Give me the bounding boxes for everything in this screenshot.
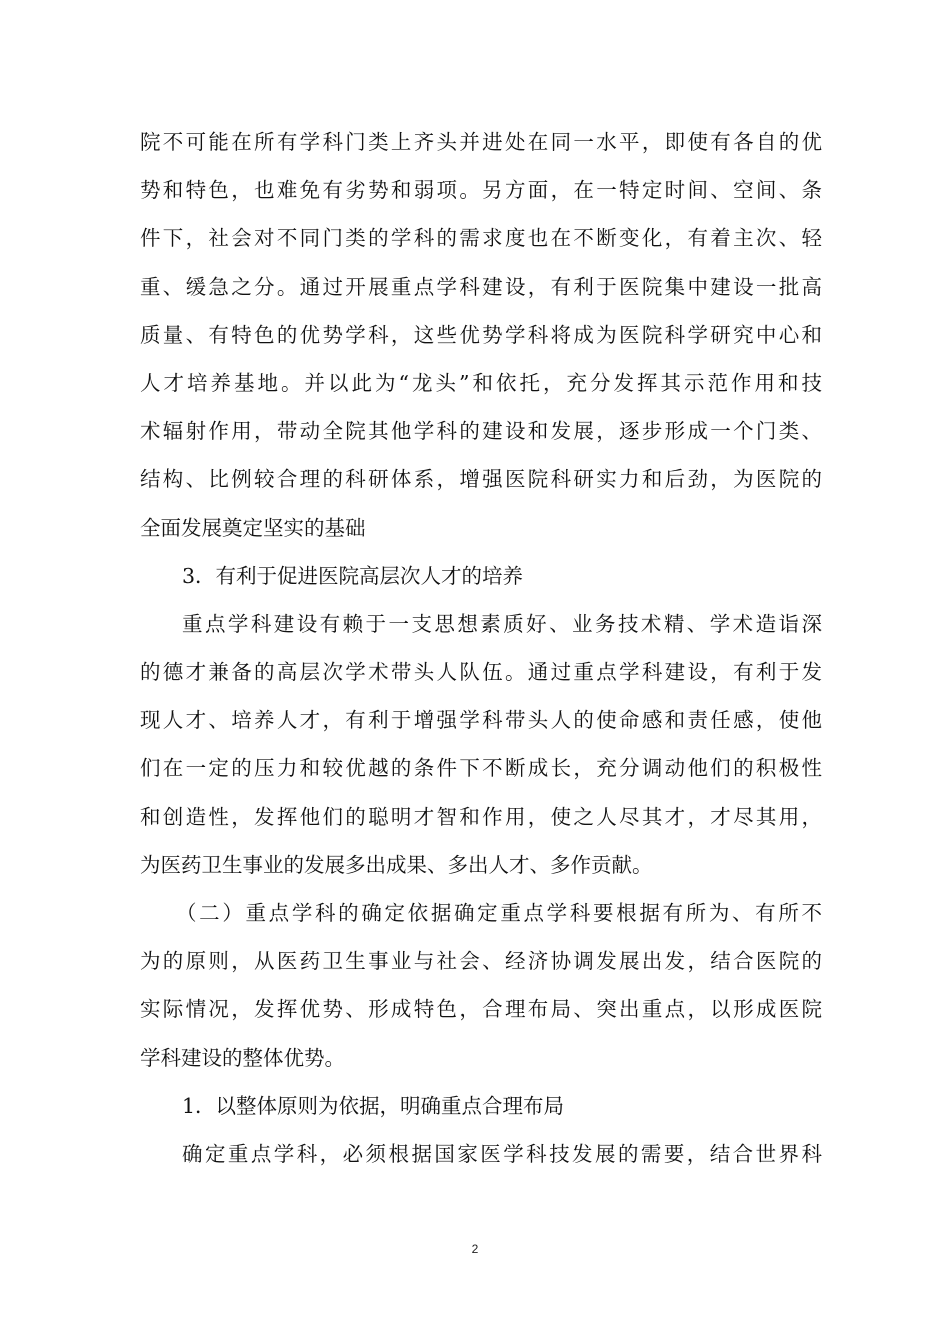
text-line: 们在一定的压力和较优越的条件下不断成长，充分调动他们的积极性 (140, 756, 822, 781)
document-body (140, 118, 822, 1178)
text-line: 的德才兼备的高层次学术带头人队伍。通过重点学科建设，有利于发 (140, 660, 822, 685)
text-line: 质量、有特色的优势学科，这些优势学科将成为医院科学研究中心和 (140, 322, 822, 347)
text-line: 术辐射作用，带动全院其他学科的建设和发展，逐步形成一个门类、 (140, 419, 822, 444)
page-number: 2 (471, 1242, 479, 1256)
section-heading: （二）重点学科的确定依据确定重点学科要根据有所为、有所不 (176, 901, 822, 925)
section-heading: 3．有利于促进医院高层次人才的培养 (182, 563, 524, 588)
text-line: 结构、比例较合理的科研体系，增强医院科研实力和后劲，为医院的 (140, 467, 822, 492)
text-line: 现人才、培养人才，有利于增强学科带头人的使命感和责任感，使他 (140, 708, 822, 733)
text-line: 件下，社会对不同门类的学科的需求度也在不断变化，有着主次、轻 (140, 226, 822, 251)
text-line: 人才培养基地。并以此为“龙头”和依托，充分发挥其示范作用和技 (140, 370, 822, 395)
text-line: 实际情况，发挥优势、形成特色，合理布局、突出重点，以形成医院 (140, 997, 822, 1022)
text-line: 为的原则，从医药卫生事业与社会、经济协调发展出发，结合医院的 (140, 949, 822, 974)
text-line: 学科建设的整体优势。 (140, 1045, 345, 1070)
section-heading: 1．以整体原则为依据，明确重点合理布局 (182, 1093, 565, 1118)
text-line: 势和特色，也难免有劣势和弱项。另方面，在一特定时间、空间、条 (140, 178, 822, 203)
text-line: 重点学科建设有赖于一支思想素质好、业务技术精、学术造诣深 (182, 611, 822, 636)
text-line: 重、缓急之分。通过开展重点学科建设，有利于医院集中建设一批高 (140, 274, 822, 299)
text-line: 为医药卫生事业的发展多出成果、多出人才、多作贡献。 (140, 852, 653, 877)
text-line: 和创造性，发挥他们的聪明才智和作用，使之人尽其才，才尽其用， (140, 804, 822, 829)
text-line: 确定重点学科，必须根据国家医学科技发展的需要，结合世界科 (182, 1141, 822, 1166)
text-line: 全面发展奠定坚实的基础 (140, 515, 366, 540)
text-line: 院不可能在所有学科门类上齐头并进处在同一水平，即使有各自的优 (140, 130, 822, 154)
